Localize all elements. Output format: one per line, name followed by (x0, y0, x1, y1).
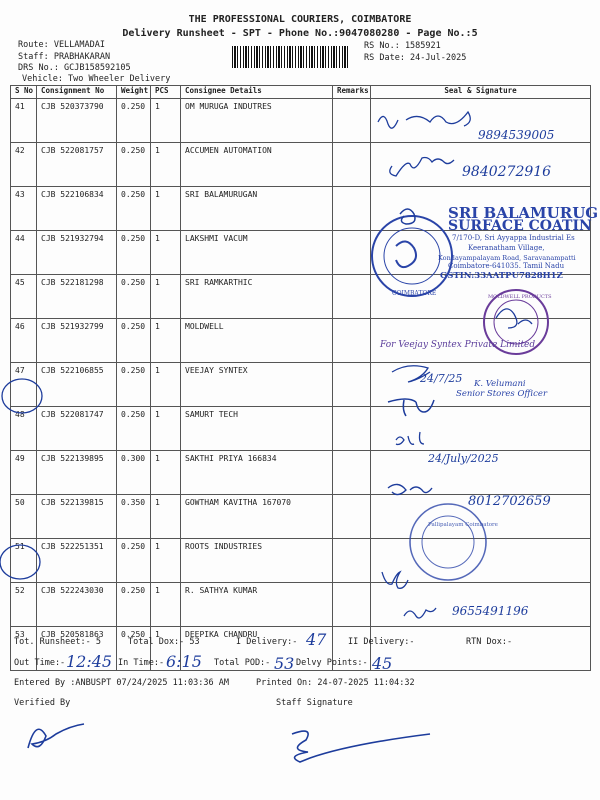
row-weight: 0.250 (117, 187, 151, 231)
row-pcs: 1 (151, 319, 181, 363)
row-consignee: MOLDWELL (181, 319, 333, 363)
row-consignee: SRI RAMKARTHIC (181, 275, 333, 319)
stamp-46-ring-text: MOLDWELL PRODUCTS (488, 294, 552, 300)
document-title: THE PROFESSIONAL COURIERS, COIMBATORE (188, 14, 412, 25)
row-consignee: ROOTS INDUSTRIES (181, 539, 333, 583)
col-weight: Weight (117, 86, 151, 99)
row-pcs: 1 (151, 99, 181, 143)
row-consignee: LAKSHMI VACUM (181, 231, 333, 275)
row-consignment-no: CJB 522106855 (37, 363, 117, 407)
row-sno: 50 (11, 495, 37, 539)
stamp-47-title: Senior Stores Officer (456, 389, 548, 399)
vehicle-label: Vehicle: Two Wheeler Delivery (22, 74, 171, 84)
row-pcs: 1 (151, 407, 181, 451)
row-pcs: 1 (151, 451, 181, 495)
row-consignment-no: CJB 522181298 (37, 275, 117, 319)
row-consignment-no: CJB 522139895 (37, 451, 117, 495)
row-sno: 42 (11, 143, 37, 187)
stamp-43-address-1: 7/170-D, Sri Ayyappa Industrial Es (452, 234, 575, 242)
row-weight: 0.250 (117, 627, 151, 671)
row-weight: 0.250 (117, 407, 151, 451)
row-consignment-no: CJB 520581863 (37, 627, 117, 671)
row-pcs: 1 (151, 583, 181, 627)
staff-label: Staff: PRABHAKARAN (18, 52, 111, 62)
rtn-dox-label: RTN Dox:- (466, 637, 513, 647)
row-weight: 0.250 (117, 319, 151, 363)
row-weight: 0.250 (117, 143, 151, 187)
ii-delivery-label: II Delivery:- (348, 637, 415, 647)
stamp-51-ring-text: Pallipalayam Coimbatore (428, 522, 498, 528)
row-pcs: 1 (151, 363, 181, 407)
row-weight: 0.250 (117, 231, 151, 275)
total-pod-label: Total POD:- (214, 658, 271, 668)
signature-46 (496, 309, 532, 328)
stamp-47-company: For Veejay Syntex Private Limited (380, 340, 536, 350)
out-time-label: Out Time:- (14, 658, 66, 668)
handwritten-phone-53: 9655491196 (452, 604, 529, 618)
entered-by: Entered By :ANBUSPT 07/24/2025 11:03:36 AM (14, 678, 229, 688)
total-runsheet: Tot. Runsheet:- 5 (14, 637, 101, 647)
row-weight: 0.250 (117, 539, 151, 583)
row-consignment-no: CJB 522081757 (37, 143, 117, 187)
row-weight: 0.250 (117, 99, 151, 143)
pallipalayam-seal-stamp (410, 504, 486, 580)
delvy-points-label: Delvy Points:- (296, 658, 368, 668)
signature-41 (378, 112, 470, 128)
row-pcs: 1 (151, 231, 181, 275)
row-consignment-no: CJB 522106834 (37, 187, 117, 231)
row-consignee: GOWTHAM KAVITHA 167070 (181, 495, 333, 539)
row-sno: 52 (11, 583, 37, 627)
handwritten-delvy-points: 45 (372, 654, 393, 673)
col-remarks: Remarks (333, 86, 371, 99)
row-sno: 41 (11, 99, 37, 143)
route-label: Route: VELLAMADAI (18, 40, 105, 50)
circle-mark-52 (0, 545, 40, 579)
row-sno: 44 (11, 231, 37, 275)
stamp-43-name: SRI BALAMURUG (448, 204, 599, 222)
rs-date: RS Date: 24-Jul-2025 (364, 53, 467, 63)
signature-50 (388, 484, 432, 494)
row-consignee: OM MURUGA INDUTRES (181, 99, 333, 143)
col-pcs: PCS (151, 86, 181, 99)
row-weight: 0.250 (117, 583, 151, 627)
handwritten-phone-41: 9894539005 (478, 128, 555, 142)
col-seal-signature: Seal & Signature (371, 86, 591, 99)
row-sno: 48 (11, 407, 37, 451)
in-time-label: In Time:- (118, 658, 165, 668)
staff-signature-mark (292, 731, 430, 762)
row-pcs: 1 (151, 275, 181, 319)
row-consignee: SAMURT TECH (181, 407, 333, 451)
row-consignee: R. SATHYA KUMAR (181, 583, 333, 627)
handwritten-in-time: 6:15 (166, 652, 202, 671)
stamp-43-address-4: Coimbatore-641035. Tamil Nadu (448, 262, 565, 270)
row-pcs: 1 (151, 627, 181, 671)
row-consignment-no: CJB 521932794 (37, 231, 117, 275)
document-subtitle: Delivery Runsheet - SPT - Phone No.:9047080280 - Page No.:5 (122, 28, 478, 39)
row-consignee: DEEPIKA CHANDRU (181, 627, 333, 671)
row-consignment-no: CJB 520373790 (37, 99, 117, 143)
row-consignee: ACCUMEN AUTOMATION (181, 143, 333, 187)
row-weight: 0.250 (117, 363, 151, 407)
stamp-43-address-2: Keeranatham Village, (468, 244, 545, 252)
stamp-44-ring-text: COIMBATORE (392, 290, 437, 297)
row-sno: 53 (11, 627, 37, 671)
row-weight: 0.350 (117, 495, 151, 539)
verified-by-label: Verified By (14, 698, 71, 708)
row-sno: 43 (11, 187, 37, 231)
signature-52 (382, 572, 408, 588)
staff-signature-label: Staff Signature (276, 698, 353, 708)
row-pcs: 1 (151, 187, 181, 231)
row-weight: 0.300 (117, 451, 151, 495)
row-sno: 47 (11, 363, 37, 407)
row-consignment-no: CJB 522251351 (37, 539, 117, 583)
row-consignment-no: CJB 522139815 (37, 495, 117, 539)
drs-label: DRS No.: GCJB158592105 (18, 63, 131, 73)
row-consignee: VEEJAY SYNTEX (181, 363, 333, 407)
col-consignment: Consignment No (37, 86, 117, 99)
printed-on: Printed On: 24-07-2025 11:04:32 (256, 678, 415, 688)
stamp-43-address-3: Kondayampalayam Road, Saravanampatti (438, 254, 576, 262)
row-consignee: SAKTHI PRIYA 166834 (181, 451, 333, 495)
row-sno: 46 (11, 319, 37, 363)
rs-number: RS No.: 1585921 (364, 41, 441, 51)
row-sno: 49 (11, 451, 37, 495)
handwritten-phone-50: 8012702659 (468, 494, 551, 509)
col-consignee: Consignee Details (181, 86, 333, 99)
verified-by-signature (28, 724, 84, 748)
row-weight: 0.250 (117, 275, 151, 319)
row-pcs: 1 (151, 143, 181, 187)
row-sno: 51 (11, 539, 37, 583)
stamp-43-subtitle: SURFACE COATIN (448, 218, 592, 234)
handwritten-out-time: 12:45 (66, 652, 113, 671)
handwritten-i-delivery: 47 (306, 630, 327, 649)
row-consignment-no: CJB 522081747 (37, 407, 117, 451)
total-dox: Total Dox:- 53 (128, 637, 200, 647)
handwritten-total-pod: 53 (274, 654, 295, 673)
row-pcs: 1 (151, 539, 181, 583)
signature-42 (390, 158, 454, 177)
signature-49 (396, 432, 424, 445)
stamp-43-gstin: GSTIN:33AATPU7828H1Z (440, 271, 563, 281)
row-consignment-no: CJB 522243030 (37, 583, 117, 627)
row-sno: 45 (11, 275, 37, 319)
handwritten-phone-42: 9840272916 (462, 164, 552, 180)
row-pcs: 1 (151, 495, 181, 539)
col-sno: S No (11, 86, 37, 99)
handwritten-date-47: 24/7/25 (420, 372, 463, 385)
circle-mark-48 (2, 379, 42, 413)
row-consignee: SRI BALAMURUGAN (181, 187, 333, 231)
row-consignment-no: CJB 521932799 (37, 319, 117, 363)
i-delivery-label: I Delivery:- (236, 637, 298, 647)
handwritten-date-49: 24/July/2025 (428, 452, 499, 465)
signature-53 (404, 608, 436, 618)
stamp-47-name: K. Velumani (474, 379, 526, 389)
signature-48 (388, 399, 434, 416)
